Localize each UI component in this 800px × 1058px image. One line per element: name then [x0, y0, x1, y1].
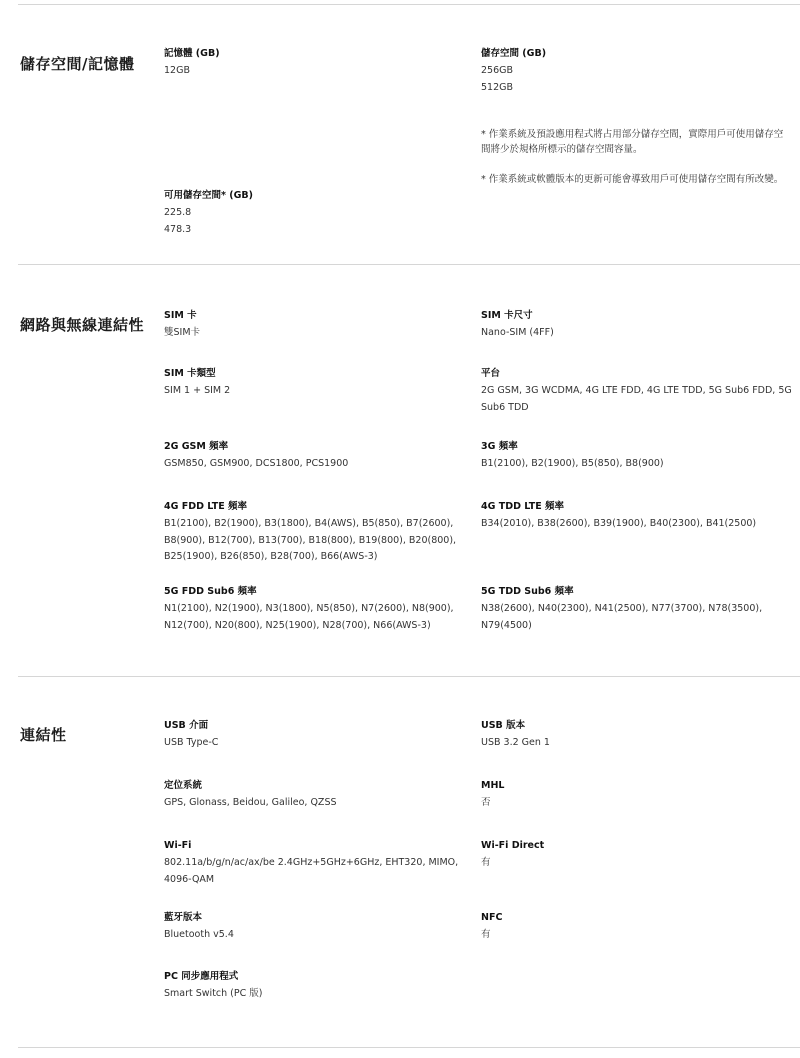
spec-value [481, 456, 664, 473]
spec-3g [481, 440, 664, 473]
spec-value [164, 325, 200, 342]
spec-value-line: GPS, Glonass, Beidou, Galileo, QZSS [164, 797, 337, 808]
spec-label: SIM 卡 [164, 310, 197, 321]
spec-value-line: B1(2100), B2(1900), B3(1800), B4(AWS), B5(850), B7(2600), [164, 518, 454, 529]
spec-value-line: B25(1900), B26(850), B28(700), B66(AWS-3) [164, 551, 378, 562]
spec-value [164, 986, 262, 1003]
divider-bottom [18, 1047, 800, 1048]
spec-label: Wi-Fi [164, 840, 192, 851]
spec-available-storage [164, 189, 253, 238]
spec-platform [481, 367, 792, 416]
spec-sim-size [481, 309, 554, 342]
spec-value-line: 802.11a/b/g/n/ac/ax/be 2.4GHz+5GHz+6GHz, EHT320, MIMO, [164, 857, 459, 868]
spec-label: USB 介面 [164, 720, 209, 731]
spec-value-line: 否 [481, 797, 491, 808]
section-title-network: 網路與無線連結性 [20, 316, 145, 334]
spec-value-line: N1(2100), N2(1900), N3(1800), N5(850), N7(2600), N8(900), [164, 603, 454, 614]
spec-value [481, 601, 762, 634]
spec-value [164, 456, 348, 473]
spec-value-line: B1(2100), B2(1900), B5(850), B8(900) [481, 458, 664, 469]
spec-label: 4G TDD LTE 頻率 [481, 501, 565, 512]
spec-value-line: USB Type-C [164, 737, 219, 748]
spec-bluetooth [164, 911, 234, 944]
spec-label: 4G FDD LTE 頻率 [164, 501, 248, 512]
spec-value-line: 256GB [481, 65, 514, 76]
spec-sim-type [164, 367, 230, 400]
spec-value-line: 512GB [481, 81, 514, 93]
spec-location [164, 779, 337, 812]
divider-storage-network [18, 264, 800, 265]
spec-label: 定位系統 [164, 780, 203, 791]
spec-value-line: 雙SIM卡 [164, 327, 201, 338]
spec-value [164, 601, 454, 634]
spec-label: 3G 頻率 [481, 441, 518, 452]
spec-value-line: 2G GSM, 3G WCDMA, 4G LTE FDD, 4G LTE TDD, 5G Sub6 FDD, 5G [481, 385, 792, 396]
spec-value [164, 63, 220, 80]
spec-value-line: B8(900), B12(700), B13(700), B18(800), B19(800), B20(800), [164, 534, 457, 546]
spec-value-line: USB 3.2 Gen 1 [481, 737, 550, 748]
spec-value-line: 有 [481, 857, 491, 868]
spec-value [164, 735, 218, 752]
spec-label: 藍牙版本 [164, 912, 203, 923]
spec-value [481, 63, 546, 96]
spec-value [164, 516, 456, 566]
spec-value-line: 225.8 [164, 207, 192, 218]
spec-label: NFC [481, 912, 503, 923]
spec-value [481, 383, 792, 416]
spec-value-line: N12(700), N20(800), N25(1900), N28(700), N66(AWS-3) [164, 619, 431, 631]
spec-storage [481, 47, 546, 96]
spec-value-line: Smart Switch (PC 版) [164, 988, 263, 999]
spec-label: 記憶體 (GB) [164, 48, 220, 59]
section-title-storage: 儲存空間/記憶體 [20, 55, 135, 73]
spec-value-line: SIM 1 + SIM 2 [164, 385, 231, 396]
spec-label: USB 版本 [481, 720, 526, 731]
spec-value [164, 795, 337, 812]
spec-value-line: B34(2010), B38(2600), B39(1900), B40(2300), B41(2500) [481, 518, 757, 529]
storage-note-2: * 作業系統或軟體版本的更新可能會導致用戶可使用儲存空間有所改變。 [481, 174, 784, 185]
spec-label: SIM 卡類型 [164, 368, 216, 379]
spec-value [481, 325, 554, 342]
spec-value [481, 855, 544, 872]
spec-label: Wi-Fi Direct [481, 840, 545, 851]
spec-label: 5G FDD Sub6 頻率 [164, 586, 257, 597]
spec-value-line: 12GB [164, 65, 190, 76]
spec-memory [164, 47, 220, 80]
spec-2g-gsm [164, 440, 348, 473]
spec-4g-fdd [164, 500, 456, 566]
spec-label: 可用儲存空間* (GB) [164, 190, 253, 201]
spec-mhl [481, 779, 504, 812]
storage-notes [481, 127, 786, 202]
spec-label: 5G TDD Sub6 頻率 [481, 586, 574, 597]
spec-label: 儲存空間 (GB) [481, 48, 547, 59]
spec-nfc [481, 911, 502, 944]
spec-wifi [164, 839, 458, 888]
spec-value-line: 478.3 [164, 223, 192, 235]
spec-4g-tdd [481, 500, 756, 533]
spec-label: 平台 [481, 368, 501, 379]
spec-value [164, 855, 458, 888]
spec-value-line: N38(2600), N40(2300), N41(2500), N77(3700), N78(3500), [481, 603, 763, 614]
divider-network-connectivity [18, 676, 800, 677]
spec-value-line: 有 [481, 929, 491, 940]
storage-note-1: * 作業系統及預設應用程式將占用部分儲存空間，實際用戶可使用儲存空間將少於規格所標示的儲存空間容量。 [481, 129, 784, 155]
spec-label: MHL [481, 780, 505, 791]
spec-value [481, 795, 504, 812]
spec-value-line: Sub6 TDD [481, 401, 529, 413]
spec-label: 2G GSM 頻率 [164, 441, 229, 452]
spec-usb-version [481, 719, 550, 752]
spec-value [164, 205, 253, 238]
spec-value [164, 927, 234, 944]
spec-5g-tdd [481, 585, 762, 634]
spec-value [481, 735, 550, 752]
spec-value-line: 4096-QAM [164, 873, 215, 885]
spec-wifi-direct [481, 839, 544, 872]
spec-value [481, 516, 756, 533]
divider-top [18, 4, 800, 5]
spec-value [164, 383, 230, 400]
spec-usb [164, 719, 218, 752]
spec-label: PC 同步應用程式 [164, 971, 239, 982]
spec-value [481, 927, 502, 944]
spec-pc-sync [164, 970, 262, 1003]
spec-value-line: Nano-SIM (4FF) [481, 327, 554, 338]
section-title-connectivity: 連結性 [20, 726, 67, 744]
spec-value-line: Bluetooth v5.4 [164, 929, 234, 940]
spec-5g-fdd [164, 585, 454, 634]
spec-sim [164, 309, 200, 342]
spec-label: SIM 卡尺寸 [481, 310, 533, 321]
spec-value-line: GSM850, GSM900, DCS1800, PCS1900 [164, 458, 349, 469]
spec-value-line: N79(4500) [481, 619, 532, 631]
